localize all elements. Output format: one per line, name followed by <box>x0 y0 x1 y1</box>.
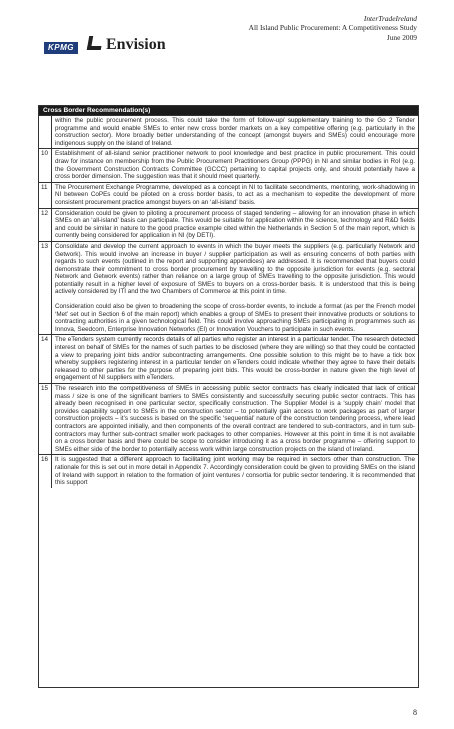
row-paragraph: Establishment of all-island senior practitioner network to pool knowledge and best practice in public procurement. This could draw for instance on membership from the Public Procurement Practitioners Group (PPPG) in NI and similar bodies in RoI (e.g. the Government Construction Contracts Committee (GCCC) pertaining to capital projects only, and should potentially have a cross border dimension. The suggestion was that it should meet quarterly. <box>55 150 415 181</box>
row-paragraph: The Procurement Exchange Programme, developed as a concept in NI to facilitate secondments, mentoring, work-shadowing in NI between CoPEs could be piloted on a cross border basis, to act as a mechanism to expedite the development of more consistent procurement practice amongst buyers on an ‘all-island’ basis. <box>55 183 415 206</box>
row-number: 15 <box>39 384 52 454</box>
table-row <box>39 148 418 181</box>
row-paragraph: Consideration could also be given to broadening the scope of cross-border events, to include a format (as per the French model ‘Met’ set out in Section 6 of the main report) which enables a group of SMEs to present their innovative products or solutions to contracting authorities in a given technological field. This could involve approaching SMEs participating in programmes such as Innova, Seedcorn, Enterprise Innovation Networks (EI) or Innovation Vouchers to participate in such events. <box>55 303 415 333</box>
row-number: 14 <box>39 335 52 383</box>
page-header <box>0 0 454 80</box>
table-row <box>39 454 418 487</box>
row-text <box>52 183 418 208</box>
table-row <box>39 241 418 335</box>
table-row <box>39 334 418 383</box>
row-paragraph: The research into the competitiveness of SMEs in accessing public sector contracts has clearly indicated that lack of critical mass / size is one of the significant barriers to SMEs consistently and successfully securing public sector contracts. This has already been recognised in one particular sector, specifically construction. The Supplier Model is a ‘supply chain’ model that provides capability support to SMEs in the construction sector – to potentially gain access to work packages as part of larger construction projects – it’s success is based on the specific ‘sequential’ nature of the construction tendering process, where lead contractors are appointed initially, and then components of the overall contract are tendered to sub-contractors, and in turn sub-contractors may further sub-contract smaller work packages to other companies. However at this point in time it is not available on a cross border basis and there could be scope to consider introducing it as a cross border programme – offering support to SMEs either side of the border to potentially access work within large construction projects on the island of Ireland. <box>55 385 415 453</box>
header-meta <box>249 14 417 42</box>
header-date: June 2009 <box>386 32 417 42</box>
envision-mark-icon <box>87 36 103 50</box>
row-text <box>52 149 418 181</box>
row-text <box>52 116 418 148</box>
row-text <box>52 455 418 487</box>
recommendations-table <box>38 105 419 688</box>
row-paragraph: It is suggested that a different approach to facilitating joint working may be required in sectors other than construction. The rationale for this is set out in more detail in Appendix 7. Accordingly consideration could be given to providing SMEs on the island of Ireland with support in relation to the formation of joint ventures / consortia for public sector tendering. It is recommended that this support <box>55 456 415 487</box>
row-number: 13 <box>39 242 52 335</box>
row-number: 12 <box>39 209 52 241</box>
row-paragraph: within the public procurement process. This could take the form of follow-up/ supplementary training to the Go 2 Tender programme and would enable SMEs to enter new cross border markets on a key competitive offering (e.g. particularly in the construction sector). More broadly better understanding of the concept (amongst buyers and SMEs) could encourage more indigenous supply on the island of Ireland. <box>55 117 415 147</box>
header-title: All Island Public Procurement: A Competitiveness Study <box>248 23 417 33</box>
row-text <box>52 209 418 241</box>
table-row <box>39 115 418 148</box>
row-number: 16 <box>39 455 52 487</box>
table-heading: Cross Border Recommendation(s) <box>39 106 418 115</box>
page-number: 8 <box>413 708 417 717</box>
envision-logo <box>88 36 166 54</box>
row-paragraph: Consolidate and develop the current approach to events in which the buyer meets the suppliers (e.g. particularly Network and Getwork). This would involve an increase in buyer / supplier participation as well as ensuring concerns of both parties with regards to such events (outlined in the report and supporting appendices) are addressed. It is recommended that buyers could demonstrate their commitment to cross border procurement by travelling to the opposite jurisdiction for events (e.g. sectoral Network and Getwork events) rather than reliance on a large group of SMEs travelling to the opposite jurisdiction. This would potentially result in a higher level of exposure of SMEs to buyers on a cross-border basis. It is understood that this is being actively considered by ITI and the two Chambers of Commerce at this point in time. <box>55 242 415 296</box>
row-number <box>39 116 52 148</box>
row-text <box>52 242 418 335</box>
table-row <box>39 182 418 208</box>
row-number: 11 <box>39 183 52 208</box>
row-text <box>52 384 418 454</box>
row-paragraph: The eTenders system currently records details of all parties who register an interest in a particular tender. The research detected interest on behalf of SMEs for the names of such parties to be disclosed (where they are willing) so that they could be contacted a view to preparing joint bids and/or subcontracting arrangements. One possible solution to this might be to have a tick box whereby suppliers registering interest in a particular tender on eTenders could indicate whether they agree to have their details released to other parties for the purpose of preparing joint bids. This would be cross-border in nature given the high level of engagement of NI suppliers with eTenders. <box>55 336 415 382</box>
row-paragraph: Consideration could be given to piloting a procurement process of staged tendering – allowing for an innovation phase in which SMEs on an ‘all-island’ basis can participate. This would be suitable for application within the science, technology and R&D fields and could be similar in nature to the good practice example cited within the Netherlands in Section 5 of the main report, which is currently being considered for application in NI (by DETI). <box>55 209 415 240</box>
row-text <box>52 335 418 383</box>
header-org: InterTradeIreland <box>363 14 417 23</box>
kpmg-logo: KPMG <box>44 42 78 54</box>
table-row <box>39 383 418 454</box>
row-number: 10 <box>39 149 52 181</box>
envision-logo-text: Envision <box>106 36 166 53</box>
table-row <box>39 208 418 241</box>
